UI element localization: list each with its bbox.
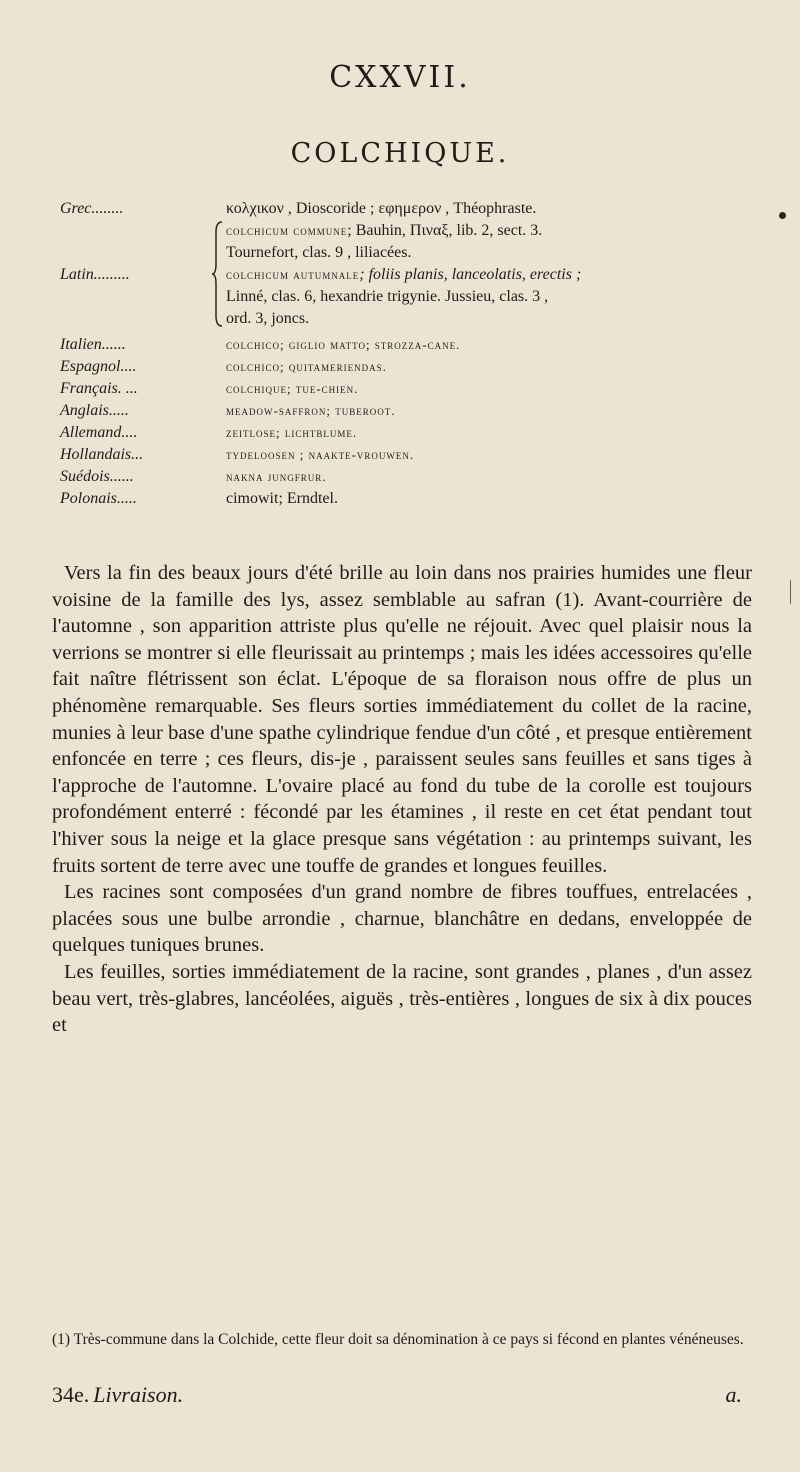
name-row-grec (60, 198, 750, 220)
latin-name-1: colchicum commune (226, 223, 348, 238)
lang-label: Grec........ (60, 200, 124, 217)
lang-label: Latin......... (60, 266, 130, 283)
lang-label: Espagnol.... (60, 358, 137, 375)
lang-label: Français. ... (60, 380, 138, 397)
name-row-espagnol (60, 356, 750, 378)
name-value: tydeloosen ; naakte-vrouwen. (226, 447, 415, 462)
paragraph: Vers la fin des beaux jours d'été brille au loin dans nos prairies humides une fleur voisine de la famille des lys, assez semblable au safran (1). Avant-courrière de l'automne , son apparition attriste plus qu'elle ne réjouit. Avec quel plaisir nous la verrions se montrer si elle fleurissait au printemps ; mais les idées accessoires qu'elle fait naître flétrissent son éclat. L'époque de sa floraison nous offre de plus un phénomène remarquable. Ses fleurs sorties immédiatement du collet de la racine, munies à leur base d'une spathe cylindrique fendue d'un côté , et presque entièrement enfoncée en terre ; ces fleurs, dis-je , paraissent seules sans feuilles et sans tiges à l'approche de l'automne. L'ovaire placé au fond du tube de la corolle est toujours profondément enterré : fécondé par les étamines , il reste en cet état pendant tout l'hiver sous la neige et la glace presque sans végétation : au printemps suivant, les fruits sortent de terre avec une touffe de grandes et longues feuilles. (52, 562, 752, 877)
paragraph: Les racines sont composées d'un grand nombre de fibres touffues, entrelacées , placées sous une bulbe arrondie , charnue, blanchâtre en dedans, enveloppée de quelques tuniques brunes. (52, 881, 752, 957)
footnote: (1) Très-commune dans la Colchide, cette fleur doit sa dénomination à ce pays si fécond en plantes vénéneuses. (52, 1331, 744, 1348)
page-title: COLCHIQUE. (290, 138, 510, 169)
name-value: κολχικον , Dioscoride ; εφημερον , Théophraste. (226, 200, 537, 217)
name-value: zeitlose; lichtblume. (226, 425, 358, 440)
livraison-label: 34e. Livraison. (52, 1382, 184, 1407)
brace-icon (212, 220, 226, 334)
name-value: cimowit; Erndtel. (226, 490, 338, 507)
name-value: meadow-saffron; tuberoot. (226, 403, 396, 418)
name-row-suedois (60, 466, 750, 488)
latin-ref-2: Tournefort, clas. 9 , liliacées. (226, 244, 412, 261)
name-row-anglais (60, 400, 750, 422)
ink-spot (779, 212, 786, 219)
latin-ref-1: ; Bauhin, Πιναξ, lib. 2, sect. 3. (347, 222, 543, 239)
name-row-francais (60, 378, 750, 400)
latin-ref-5: ord. 3, joncs. (226, 310, 310, 327)
name-value: colchico; giglio matto; strozza-cane. (226, 337, 461, 352)
name-row-polonais (60, 488, 750, 510)
main-text (52, 560, 752, 1039)
latin-ref-3: ; foliis planis, lanceolatis, erectis ; (359, 266, 582, 283)
latin-ref-4: Linné, clas. 6, hexandrie trigynie. Jussieu, clas. 3 , (226, 288, 549, 305)
lang-label: Polonais..... (60, 490, 137, 507)
page-number: CXXVII. (329, 60, 471, 95)
name-value: colchico; quitameriendas. (226, 359, 387, 374)
lang-label: Allemand.... (60, 424, 138, 441)
lang-label: Italien...... (60, 336, 126, 353)
name-row-latin (60, 220, 750, 334)
latin-name-2: colchicum autumnale (226, 267, 360, 282)
page-footer (52, 1382, 742, 1408)
name-value: colchique; tue-chien. (226, 381, 359, 396)
name-row-italien (60, 334, 750, 356)
lang-label: Anglais..... (60, 402, 129, 419)
vernacular-names-table (60, 198, 750, 510)
name-row-allemand (60, 422, 750, 444)
name-value: nakna jungfrur. (226, 469, 327, 484)
margin-mark (790, 580, 791, 604)
signature-mark: a. (725, 1382, 742, 1407)
paragraph: Les feuilles, sorties immédiatement de la racine, sont grandes , planes , d'un assez beau vert, très-glabres, lancéolées, aiguës , très-entières , longues de six à dix pouces et (52, 960, 752, 1037)
name-row-hollandais (60, 444, 750, 466)
lang-label: Hollandais... (60, 446, 144, 463)
lang-label: Suédois...... (60, 468, 134, 485)
